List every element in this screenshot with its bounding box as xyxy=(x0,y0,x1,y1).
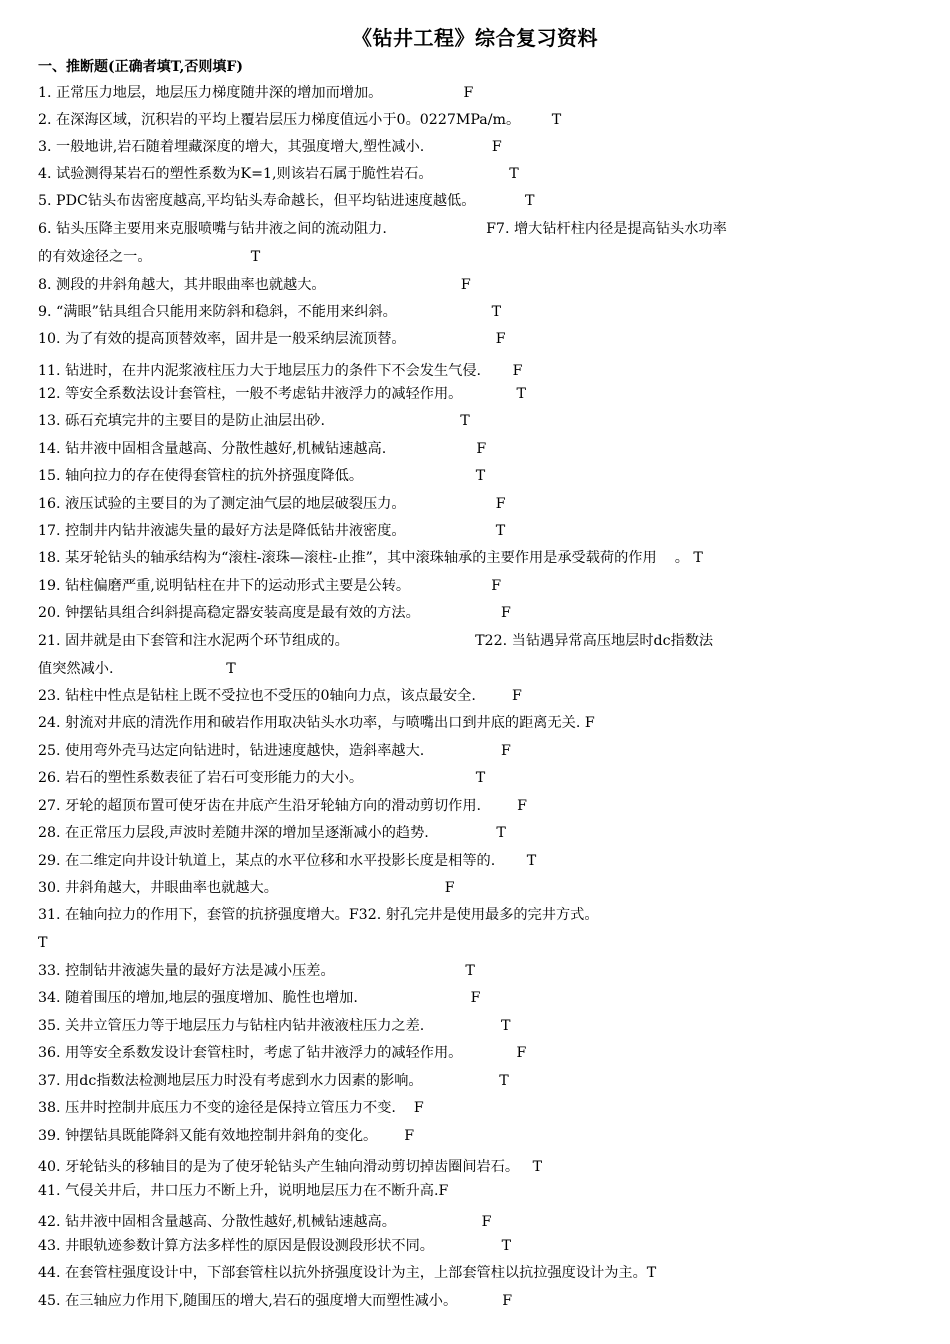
page-title: 《钻井工程》综合复习资料 xyxy=(352,26,598,50)
question-line: 16. 液压试验的主要目的为了测定油气层的地层破裂压力。 F xyxy=(38,496,506,512)
question-line: 29. 在二维定向井设计轨道上，某点的水平位移和水平投影长度是相等的. T xyxy=(38,853,537,869)
question-line: 42. 钻井液中固相含量越高、分散性越好,机械钻速越高。 F xyxy=(38,1214,492,1230)
question-line: 21. 固井就是由下套管和注水泥两个环节组成的。 T22. 当钻遇异常高压地层时dc指数法 xyxy=(38,633,714,649)
question-line: 20. 钟摆钻具组合纠斜提高稳定器安装高度是最有效的方法。 F xyxy=(38,605,511,621)
question-line: 30. 井斜角越大，井眼曲率也就越大。 F xyxy=(38,880,455,896)
question-line: 3. 一般地讲,岩石随着埋藏深度的增大，其强度增大,塑性减小. F xyxy=(38,139,502,155)
question-line: 36. 用等安全系数发设计套管柱时，考虑了钻井液浮力的减轻作用。 F xyxy=(38,1045,527,1061)
question-line: 9. “满眼”钻具组合只能用来防斜和稳斜，不能用来纠斜。 T xyxy=(38,304,502,320)
question-line: 45. 在三轴应力作用下,随围压的增大,岩石的强度增大而塑性减小。 F xyxy=(38,1293,513,1309)
question-line: 25. 使用弯外壳马达定向钻进时，钻进速度越快，造斜率越大. F xyxy=(38,743,511,759)
question-line: 23. 钻柱中性点是钻柱上既不受拉也不受压的0轴向力点，该点最安全. F xyxy=(38,688,522,704)
question-line: 39. 钟摆钻具既能降斜又能有效地控制井斜角的变化。 F xyxy=(38,1128,415,1144)
question-line: 31. 在轴向拉力的作用下，套管的抗挤强度增大。F32. 射孔完井是使用最多的完井方式。 xyxy=(38,907,599,923)
question-line: 44. 在套管柱强度设计中，下部套管柱以抗外挤强度设计为主，上部套管柱以抗拉强度设计为主。T xyxy=(38,1265,657,1281)
question-line: 33. 控制钻井液滤失量的最好方法是减小压差。 T xyxy=(38,963,475,979)
question-line: 26. 岩石的塑性系数表征了岩石可变形能力的大小。 T xyxy=(38,770,486,786)
question-line: 19. 钻柱偏磨严重,说明钻柱在井下的运动形式主要是公转。 F xyxy=(38,578,502,594)
question-line: 38. 压井时控制井底压力不变的途径是保持立管压力不变. F xyxy=(38,1100,424,1116)
question-line: 18. 某牙轮钻头的轴承结构为“滚柱-滚珠—滚柱-止推”，其中滚珠轴承的主要作用是承受载荷的作用 。 T xyxy=(38,550,703,566)
question-line: 14. 钻井液中固相含量越高、分散性越好,机械钻速越高. F xyxy=(38,441,487,457)
question-line: 13. 砾石充填完井的主要目的是防止油层出砂. T xyxy=(38,413,470,429)
question-line: 12. 等安全系数法设计套管柱，一般不考虑钻井液浮力的减轻作用。 T xyxy=(38,386,526,402)
question-line: 17. 控制井内钻井液滤失量的最好方法是降低钻井液密度。 T xyxy=(38,523,506,539)
question-line: 35. 关井立管压力等于地层压力与钻柱内钻井液液柱压力之差. T xyxy=(38,1018,511,1034)
question-line: 5. PDC钻头布齿密度越高,平均钻头寿命越长，但平均钻进速度越低。 T xyxy=(38,193,535,209)
question-line: 2. 在深海区域，沉积岩的平均上覆岩层压力梯度值远小于0。0227MPa/m。 T xyxy=(38,112,562,128)
question-line: 的有效途径之一。 T xyxy=(38,249,261,265)
question-line: 4. 试验测得某岩石的塑性系数为K=1,则该岩石属于脆性岩石。 T xyxy=(38,166,519,182)
question-line: 28. 在正常压力层段,声波时差随井深的增加呈逐渐减小的趋势. T xyxy=(38,825,506,841)
question-line: 40. 牙轮钻头的移轴目的是为了使牙轮钻头产生轴向滑动剪切掉齿圈间岩石。 T xyxy=(38,1159,543,1175)
question-line: 24. 射流对井底的清洗作用和破岩作用取决钻头水功率，与喷嘴出口到井底的距离无关. F xyxy=(38,715,595,731)
question-line: 41. 气侵关井后，井口压力不断上升，说明地层压力在不断升高.F xyxy=(38,1183,449,1199)
question-line: 11. 钻进时，在井内泥浆液柱压力大于地层压力的条件下不会发生气侵. F xyxy=(38,363,523,379)
question-line: 34. 随着围压的增加,地层的强度增加、脆性也增加. F xyxy=(38,990,481,1006)
question-line: 27. 牙轮的超顶布置可使牙齿在井底产生沿牙轮轴方向的滑动剪切作用. F xyxy=(38,798,527,814)
question-line: 15. 轴向拉力的存在使得套管柱的抗外挤强度降低。 T xyxy=(38,468,486,484)
question-line: 值突然减小. T xyxy=(38,661,236,677)
question-line: 8. 测段的井斜角越大，其井眼曲率也就越大。 F xyxy=(38,277,471,293)
section-heading: 一、推断题(正确者填T,否则填F) xyxy=(38,59,243,75)
question-line: 43. 井眼轨迹参数计算方法多样性的原因是假设测段形状不同。 T xyxy=(38,1238,512,1254)
question-line: 6. 钻头压降主要用来克服喷嘴与钻井液之间的流动阻力. F7. 增大钻杆柱内径是提高钻头水功率 xyxy=(38,221,727,237)
question-line: 37. 用dc指数法检测地层压力时没有考虑到水力因素的影响。 T xyxy=(38,1073,509,1089)
question-line: 10. 为了有效的提高顶替效率，固井是一般采纳层流顶替。 F xyxy=(38,331,506,347)
question-line: 1. 正常压力地层，地层压力梯度随井深的增加而增加。 F xyxy=(38,85,474,101)
question-line: T xyxy=(38,935,48,951)
